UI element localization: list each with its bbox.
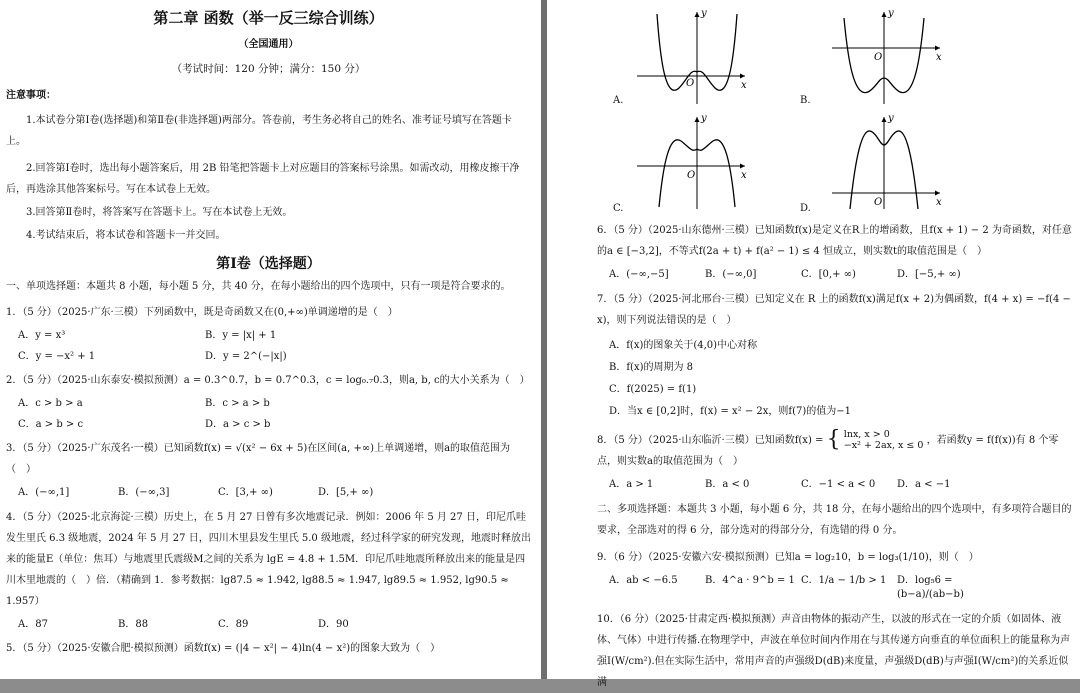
option-d: D．当x ∈ [0,2]时，f(x) = x² − 2x，则f(7)的值为−1 bbox=[609, 405, 851, 417]
note-item: 2.回答第Ⅰ卷时，选出每小题答案后，用 2B 铅笔把答题卡上对应题目的答案标号涂黑。如需改动，用橡皮擦干净后，再选涂其他答案标号。写在本试卷上无效。 bbox=[6, 162, 520, 195]
option-d: D．[−5,+ ∞) bbox=[897, 269, 961, 280]
option-b: B．4^a · 9^b = 1 bbox=[705, 574, 795, 586]
axis-y-label: y bbox=[888, 8, 894, 19]
page-right bbox=[547, 0, 1080, 688]
piecewise-cases bbox=[844, 429, 924, 452]
answer-graphs bbox=[597, 6, 1072, 216]
graph-b bbox=[822, 6, 952, 106]
graph-b-label: B. bbox=[800, 95, 811, 106]
graph-c-label: C. bbox=[613, 203, 624, 214]
note-item: 4.考试结束后，将本试卷和答题卡一并交回。 bbox=[26, 229, 226, 241]
question-1-options bbox=[6, 350, 531, 365]
question-6: 6．（5 分）（2025·山东德州·三模）已知函数f(x)是定义在R上的增函数，且f(x + 1) − 2 为奇函数，对任意的a ∈ [−3,2]，不等式f(2a + t) + f(a² − 1) ≤ 4 恒成立，则实数t的取值范围是（ ） bbox=[597, 225, 1072, 257]
section-2-intro: 二、多项选择题：本题共 3 小题，每小题 6 分，共 18 分，在每小题给出的四个选项中，有多项符合题目的要求，全部选对的得 6 分，部分选对的得部分分，有选错的得 0 分。 bbox=[597, 503, 1072, 536]
question-8-tail: ，若函数y = f(f(x))有 8 个零点，则实数a的取值范围为（ ） bbox=[597, 434, 1059, 468]
piecewise-brace: { bbox=[826, 426, 841, 452]
option-a: A．(−∞,−5] bbox=[609, 269, 669, 280]
question-10: 10．（6 分）（2025·甘肃定西·模拟预测）声音由物体的振动产生，以波的形式在一定的介质（如固体、液体、气体）中进行传播.在物理学中，声波在单位时间内作用在与其传递方向垂直的单位面积上的能量称为声强I(W/cm²).但在实际生活中，常用声音的声强级D(dB)来度量，声强级D(dB)与声强I(W/cm²)的关系近似满 bbox=[597, 613, 1071, 688]
option-a: A．y = x³ bbox=[18, 330, 66, 342]
option-d: D．90 bbox=[318, 618, 349, 630]
origin-label: O bbox=[687, 170, 696, 181]
axis-y-label: y bbox=[888, 113, 894, 124]
option-b: B．88 bbox=[118, 618, 149, 630]
question-2: 2．（5 分）（2025·山东泰安·模拟预测）a = 0.3^0.7，b = 0.7^0.3，c = log₀.₇0.3，则a, b, c的大小关系为（ ） bbox=[6, 375, 530, 387]
graph-a bbox=[627, 6, 757, 106]
origin-label: O bbox=[874, 197, 883, 208]
note-item: 1.本试卷分第Ⅰ卷(选择题)和第Ⅱ卷(非选择题)两部分。答卷前，考生务必将自己的姓名、准考证号填写在答题卡上。 bbox=[6, 114, 512, 147]
question-1-options bbox=[6, 329, 531, 344]
graph-d-label: D. bbox=[800, 203, 811, 214]
exam-info: （考试时间：120 分钟；满分：150 分） bbox=[171, 63, 366, 76]
option-c: C．89 bbox=[218, 618, 249, 630]
axis-y-label: y bbox=[701, 8, 707, 19]
option-b: B．y = |x| + 1 bbox=[205, 330, 277, 342]
option-c: C．[3,+ ∞) bbox=[218, 487, 273, 499]
origin-label: O bbox=[874, 52, 883, 63]
question-7-options bbox=[597, 335, 1072, 423]
option-a: A．a > 1 bbox=[609, 479, 654, 491]
option-c: C．f(2025) = f(1) bbox=[609, 383, 697, 395]
note-item: 3.回答第Ⅱ卷时，将答案写在答题卡上。写在本试卷上无效。 bbox=[26, 206, 293, 218]
option-a: A．c > b > a bbox=[18, 398, 83, 410]
question-2-options bbox=[6, 418, 531, 433]
option-a: A．87 bbox=[18, 618, 48, 630]
section-intro: 一、单项选择题：本题共 8 小题，每小题 5 分，共 40 分，在每小题给出的四个选项中，只有一项是符合要求的。 bbox=[6, 281, 511, 293]
option-d: D．[5,+ ∞) bbox=[318, 487, 374, 499]
option-c: C．−1 < a < 0 bbox=[801, 479, 876, 491]
graph-a-label: A. bbox=[613, 95, 624, 106]
option-d: D．y = 2^(−|x|) bbox=[205, 350, 287, 362]
option-b: B．(−∞,0] bbox=[705, 269, 757, 280]
question-9: 9．（6 分）（2025·安徽六安·模拟预测）已知a = log₂10，b = log₃(1/10)，则（ ） bbox=[597, 551, 979, 563]
option-b: B．a < 0 bbox=[705, 479, 750, 491]
option-a: A．(−∞,1] bbox=[18, 487, 70, 499]
piecewise-case-2: −x² + 2ax, x ≤ 0 bbox=[843, 439, 924, 451]
option-b: B．(−∞,3] bbox=[118, 487, 170, 499]
option-c: C．y = −x² + 1 bbox=[18, 350, 96, 362]
question-3: 3．（5 分）（2025·广东茂名·一模）已知函数f(x) = √(x² − 6x + 5)在区间(a, +∞)上单调递增，则a的取值范围为（ ） bbox=[6, 443, 511, 476]
origin-label: O bbox=[686, 78, 695, 89]
section-title: 第Ⅰ卷（选择题） bbox=[216, 255, 321, 272]
question-8 bbox=[597, 426, 1072, 473]
question-4-options bbox=[6, 618, 531, 633]
option-a: A．ab < −6.5 bbox=[609, 574, 678, 586]
graph-d bbox=[822, 111, 952, 211]
option-d: D．a > c > b bbox=[205, 418, 271, 430]
page-left bbox=[0, 0, 541, 679]
question-9-options bbox=[597, 574, 1072, 603]
option-c: C．a > b > c bbox=[18, 418, 84, 430]
axis-y-label: y bbox=[701, 113, 707, 124]
question-2-options bbox=[6, 397, 531, 412]
question-8-stem: 8．（5 分）（2025·山东临沂·三模）已知函数f(x) = bbox=[597, 434, 824, 446]
question-6-options bbox=[597, 268, 1072, 283]
option-d: D．log₅6 = (b−a)/(ab−b) bbox=[897, 574, 964, 601]
page-title: 第二章 函数（举一反三综合训练） bbox=[153, 9, 384, 27]
question-3-options bbox=[6, 486, 531, 501]
option-c: C．1/a − 1/b > 1 bbox=[801, 574, 887, 586]
question-8-options bbox=[597, 478, 1072, 493]
axis-x-label: x bbox=[936, 52, 942, 63]
piecewise-case-1: lnx, x > 0 bbox=[843, 428, 890, 440]
axis-x-label: x bbox=[741, 80, 747, 91]
page-subtitle: （全国通用） bbox=[238, 38, 299, 50]
question-5: 5．（5 分）（2025·安徽合肥·模拟预测）函数f(x) = (|4 − x²| − 4)ln(4 − x²)的图象大致为（ ） bbox=[6, 643, 441, 655]
question-4: 4．（5 分）（2025·北京海淀·三模）历史上，在 5 月 27 日曾有多次地震记录．例如：2006 年 5 月 27 日，印尼爪哇发生里氏 6.3 级地震，2024 年 5 月 27 日，四川木里县发生里氏 5.0 级地震，经过科学家的研究发现，地震时释放出来的能量E（单位：焦耳）与地震里氏震级M之间的关系为 lgE = 4.8 + 1.5M．印尼爪哇地震所释放出来的能量是四川木里地震的（ ）倍．（精确到 1．参考数据：lg87.5 ≈ 1.942, lg88.5 ≈ 1.947, lg89.5 ≈ 1.952, lg90.5 ≈ 1.957） bbox=[6, 511, 531, 607]
question-1: 1．（5 分）（2025·广东·三模）下列函数中，既是奇函数又在(0,+∞)单调递增的是（ ） bbox=[6, 307, 398, 319]
axis-x-label: x bbox=[741, 170, 747, 181]
notes-heading: 注意事项： bbox=[6, 90, 56, 102]
option-b: B．f(x)的周期为 8 bbox=[609, 361, 694, 373]
option-c: C．[0,+ ∞) bbox=[801, 269, 856, 280]
option-b: B．c > a > b bbox=[205, 398, 270, 410]
axis-x-label: x bbox=[936, 197, 942, 208]
option-d: D．a < −1 bbox=[897, 479, 951, 491]
option-a: A．f(x)的图象关于(4,0)中心对称 bbox=[609, 339, 758, 351]
question-7: 7．（5 分）（2025·河北邢台·三模）已知定义在 R 上的函数f(x)满足f(x + 2)为偶函数，f(4 + x) = −f(4 − x)，则下列说法错误的是（ ） bbox=[597, 293, 1071, 326]
graph-c bbox=[627, 111, 757, 211]
